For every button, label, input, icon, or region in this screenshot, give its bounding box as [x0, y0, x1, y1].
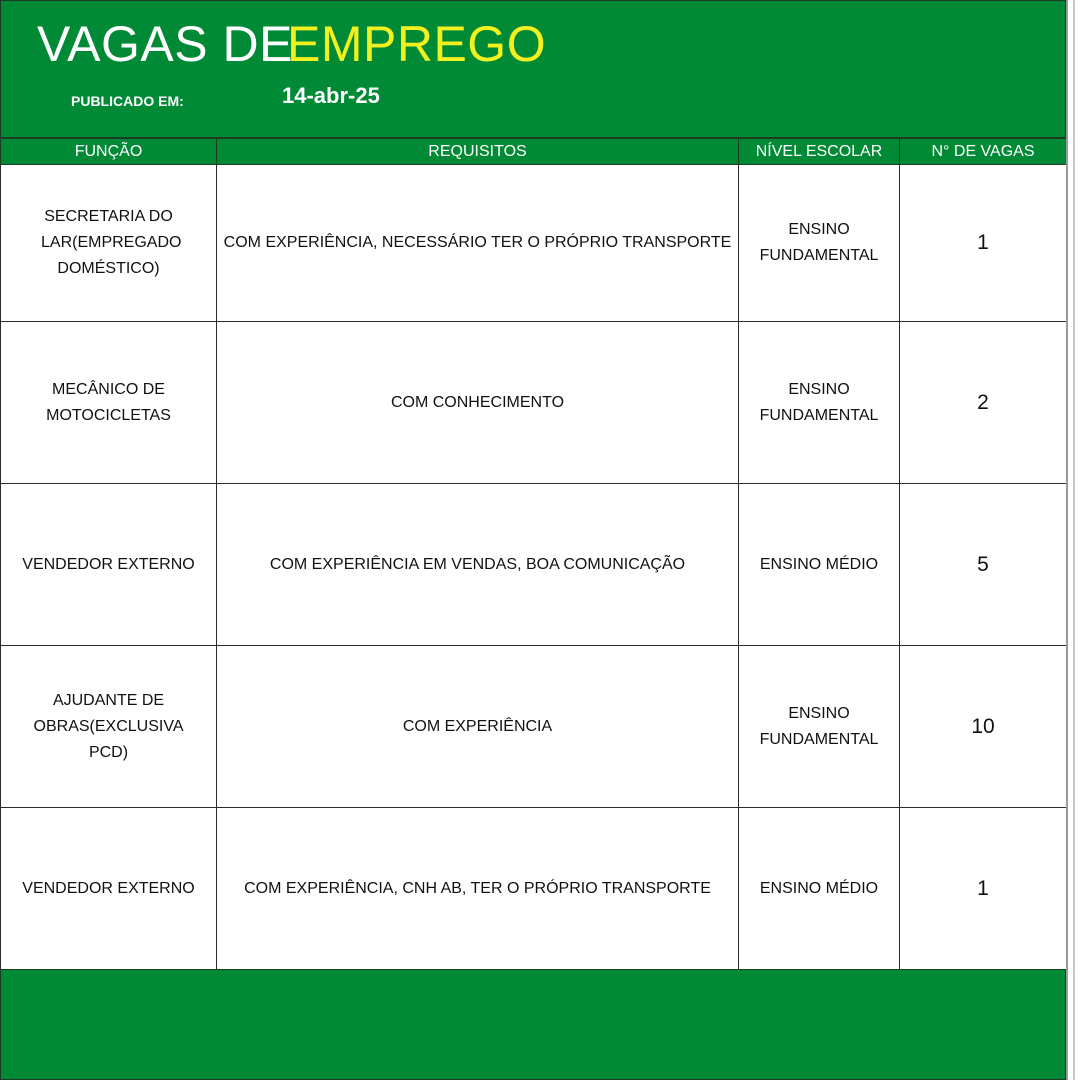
cell-vagas: 10 [900, 646, 1067, 808]
cell-nivel: ENSINO FUNDAMENTAL [739, 165, 900, 322]
footer-banner [0, 969, 1066, 1080]
table-row [1, 322, 1067, 484]
cell-requisitos: COM EXPERIÊNCIA, NECESSÁRIO TER O PRÓPRIO TRANSPORTE [217, 165, 739, 322]
table-row [1, 646, 1067, 808]
jobs-table [0, 138, 1067, 970]
title-emprego: EMPREGO [287, 16, 547, 72]
cell-nivel: ENSINO FUNDAMENTAL [739, 322, 900, 484]
table-row [1, 484, 1067, 646]
published-date: 14-abr-25 [282, 83, 380, 108]
header-banner [0, 0, 1066, 138]
column-header-requisitos: REQUISITOS [217, 139, 739, 165]
page-edge [1066, 0, 1080, 1080]
published-label: PUBLICADO EM: [71, 93, 184, 109]
cell-nivel: ENSINO MÉDIO [739, 808, 900, 970]
title-vagas-de: VAGAS DE [37, 16, 293, 72]
cell-vagas: 2 [900, 322, 1067, 484]
cell-funcao: AJUDANTE DE OBRAS(EXCLUSIVA PCD) [1, 646, 217, 808]
table-row [1, 165, 1067, 322]
table-row [1, 808, 1067, 970]
cell-requisitos: COM EXPERIÊNCIA, CNH AB, TER O PRÓPRIO TRANSPORTE [217, 808, 739, 970]
cell-requisitos: COM EXPERIÊNCIA EM VENDAS, BOA COMUNICAÇÃO [217, 484, 739, 646]
cell-requisitos: COM EXPERIÊNCIA [217, 646, 739, 808]
cell-funcao: VENDEDOR EXTERNO [1, 808, 217, 970]
cell-requisitos: COM CONHECIMENTO [217, 322, 739, 484]
cell-funcao: MECÂNICO DE MOTOCICLETAS [1, 322, 217, 484]
cell-funcao: SECRETARIA DO LAR(EMPREGADO DOMÉSTICO) [1, 165, 217, 322]
cell-vagas: 1 [900, 165, 1067, 322]
cell-vagas: 1 [900, 808, 1067, 970]
column-header-funcao: FUNÇÃO [1, 139, 217, 165]
cell-nivel: ENSINO MÉDIO [739, 484, 900, 646]
table-header-row [1, 139, 1067, 165]
page-edge-line [1073, 0, 1075, 1080]
cell-vagas: 5 [900, 484, 1067, 646]
cell-funcao: VENDEDOR EXTERNO [1, 484, 217, 646]
column-header-nivel-escolar: NÍVEL ESCOLAR [739, 139, 900, 165]
column-header-numero-vagas: N° DE VAGAS [900, 139, 1067, 165]
cell-nivel: ENSINO FUNDAMENTAL [739, 646, 900, 808]
